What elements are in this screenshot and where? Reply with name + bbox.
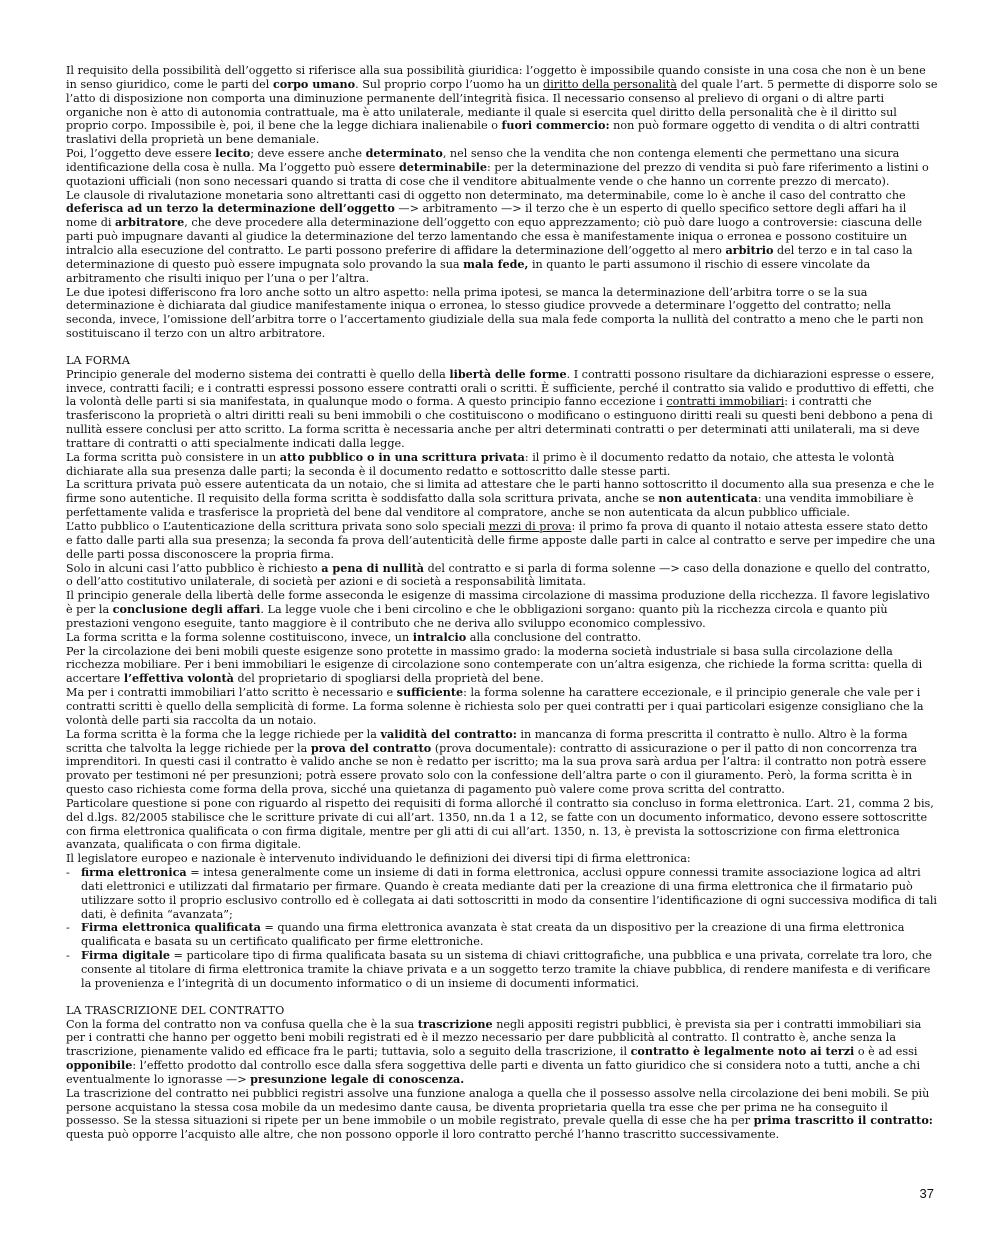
text-run: del quale l’art. 5 permette di disporre solo se l’atto di disposizione non comporta una diminuzione permanente dell’integrità fisica. Il necessario consenso al prelievo di organi o di altre parti organiche non è atto di autonomia contrattuale, ma è atto unilaterale, mediante il quale si esercita quel diritto della personalità che è il diritto sul proprio corpo. Impossibile è, poi, il bene che la legge dichiara inalienabile o bbox=[66, 77, 938, 133]
list-item-text bbox=[81, 949, 932, 990]
text-run: : i contratti che trasferiscono la proprietà o altri diritti reali su beni immobili o che costituiscono o modificano o estinguono diritti reali su questi beni debbono a pena di nullità essere conclusi per atto scritto. La forma scritta è necessaria anche per altri determinati contratti o per determinati atti unilaterali, ma si deve trattare di contratti o atti specialmente indicati dalla legge. bbox=[66, 395, 933, 450]
bold-term: arbitrio bbox=[725, 242, 774, 257]
section-trascrizione bbox=[66, 1004, 938, 1142]
text-run: La scrittura privata può essere autenticata da un notaio, che si limita ad attestare che le parti hanno sottoscritto il documento alla sua presenza e che le firme sono autentiche. Il requisito della forma scritta è soddisfatto dalla sola scrittura privata, anche se bbox=[66, 478, 935, 506]
text-run: La trascrizione del contratto nei pubblici registri assolve una funzione analoga a quella che il possesso assolve nella circolazione dei beni mobili. Se più persone acquistano la stessa cosa mobile da un medesimo dante causa, be diventa proprietaria quella tra esse che per prima ne ha conseguito il possesso. Se la stessa situazioni si ripete per un bene immobile o un mobile registrato, prevale quella di esse che ha per bbox=[66, 1086, 930, 1128]
text-run: negli appositi registri pubblici, è prevista sia per i contratti immobiliari sia per i contratti che hanno per oggetto beni mobili registrati ed è il mezzo necessario per dare pubblicità al contratto. Il contratto è, anche senza la trascrizione, pienamente valido ed efficace fra le parti; tuttavia, solo a seguito della trascrizione, il bbox=[66, 1017, 922, 1059]
bold-term: validità del contratto: bbox=[380, 726, 517, 741]
text-run: Il legislatore europeo e nazionale è intervenuto individuando le definizioni dei diversi tipi di firma elettronica: bbox=[66, 852, 691, 866]
text-run: ; deve essere anche bbox=[250, 147, 366, 161]
text-run: in mancanza di forma prescritta il contratto è nullo. Altro è la forma scritta che talvolta la legge richiede per la bbox=[66, 727, 908, 755]
bold-term: presunzione legale di conoscenza. bbox=[250, 1071, 465, 1086]
paragraph bbox=[66, 1087, 938, 1142]
bold-term: firma elettronica bbox=[81, 865, 187, 880]
bold-term: contratto è legalmente noto ai terzi bbox=[630, 1044, 855, 1059]
text-run: Con la forma del contratto non va confusa quella che è la sua bbox=[66, 1017, 418, 1031]
paragraph bbox=[66, 797, 938, 852]
bold-term: prova del contratto bbox=[310, 740, 432, 755]
paragraph bbox=[66, 64, 938, 147]
paragraph bbox=[66, 645, 938, 687]
bold-term: sufficiente bbox=[396, 685, 464, 700]
paragraph bbox=[66, 147, 938, 189]
text-run: La forma scritta può consistere in un bbox=[66, 450, 280, 464]
paragraph bbox=[66, 451, 938, 479]
text-run: alla conclusione del contratto. bbox=[466, 630, 642, 644]
text-run: questa può opporre l’acquisto alle altre, che non possono opporle il loro contratto perché l’hanno trascritto successivamente. bbox=[66, 1128, 780, 1142]
text-run: : la forma solenne ha carattere eccezionale, e il principio generale che vale per i contratti scritti è quello della semplicità di forme. La forma solenne è richiesta solo per quei contratti per i quai particolari esigenze consigliano che la volontà delle parti sia raccolta da un notaio. bbox=[66, 686, 924, 727]
bold-term: determinato bbox=[365, 146, 443, 161]
bold-term: Firma elettronica qualificata bbox=[81, 920, 261, 935]
document-page bbox=[66, 64, 938, 1142]
text-run: : il primo fa prova di quanto il notaio attesta essere stato detto e fatto dalle parti alla sua presenza; la seconda fa prova dell’autenticità delle firme apposte dalle parti in calce al contratto e serve per impedire che una delle parti possa disconoscere la propria firma. bbox=[66, 520, 936, 561]
dash-bullet: - bbox=[66, 949, 70, 963]
paragraph bbox=[66, 286, 938, 341]
paragraph bbox=[66, 189, 938, 286]
text-run: del terzo e in tal caso la determinazione di questo può essere impugnata solo provando la sua bbox=[66, 243, 913, 271]
text-run: = particolare tipo di firma qualificata basata su un sistema di chiavi crittografiche, una pubblica e una privata, correlate tra loro, che consente al titolare di firma elettronica tramite la chiave privata e a un soggetto terzo tramite la chiave pubblica, di rendere manifesta e di verificare la provenienza e l’integrità di un documento informatico o di un insieme di documenti informatici. bbox=[81, 949, 933, 990]
section-spacer bbox=[66, 341, 938, 354]
text-run: del proprietario di spogliarsi della proprietà del bene. bbox=[233, 672, 544, 686]
bold-term: intralcio bbox=[412, 629, 467, 644]
bold-term: fuori commercio: bbox=[501, 118, 610, 133]
bold-term: deferisca ad un terzo la determinazione dell’oggetto bbox=[66, 201, 395, 216]
text-run: = intesa generalmente come un insieme di dati in forma elettronica, acclusi oppure connessi tramite associazione logica ad altri dati elettronici e utilizzati dal firmatario per firmare. Quando è creata mediante dati per la creazione di una firma elettronica che il firmatario può utilizzare sotto il proprio esclusivo controllo ed è collegata ai dati sottoscritti in modo da consentire l’identificazione di ogni successiva modifica di tali dati, è definita “avanzata”; bbox=[81, 866, 938, 921]
definitions-list bbox=[66, 866, 938, 991]
paragraph bbox=[66, 631, 938, 645]
text-run: La forma scritta e la forma solenne costituiscono, invece, un bbox=[66, 630, 413, 644]
bold-term: prima trascritto il contratto: bbox=[753, 1113, 933, 1128]
bold-term: l’effettiva volontà bbox=[123, 671, 234, 686]
page-number: 37 bbox=[919, 1186, 934, 1201]
text-run: , nel senso che la vendita che non contenga elementi che permettano una sicura identificazione della cosa è nulla. Ma l’oggetto può essere bbox=[66, 147, 900, 174]
text-run: Principio generale del moderno sistema dei contratti è quello della bbox=[66, 367, 450, 381]
dash-bullet: - bbox=[66, 921, 70, 935]
bold-term: libertà delle forme bbox=[449, 366, 567, 381]
bold-term: lecito bbox=[215, 146, 251, 161]
list-item-text bbox=[81, 921, 904, 948]
text-run: in quanto le parti assumono il rischio di essere vincolate da arbitramento che risulti iniquo per l’una o per l’altra. bbox=[66, 257, 871, 285]
underlined-term: contratti immobiliari bbox=[666, 395, 785, 409]
section-oggetto bbox=[66, 64, 938, 341]
text-run: Poi, l’oggetto deve essere bbox=[66, 147, 216, 161]
section-title: LA TRASCRIZIONE DEL CONTRATTO bbox=[66, 1003, 285, 1017]
bold-term: opponibile bbox=[66, 1058, 133, 1073]
text-run: : l’effetto prodotto dal controllo esce dalla sfera soggettiva delle parti e diventa un fatto giuridico che si considera noto a tutti, anche a chi eventualmente lo ignorasse —> bbox=[66, 1059, 921, 1086]
bold-term: conclusione degli affari bbox=[112, 602, 261, 617]
bold-term: non autenticata bbox=[658, 491, 758, 506]
text-run: Solo in alcuni casi l’atto pubblico è richiesto bbox=[66, 561, 322, 575]
text-run: del contratto e si parla di forma solenne —> caso della donazione e quello del contratto, o dell’atto costitutivo unilaterale, di società per azioni e di società a responsabilità limitata. bbox=[66, 561, 931, 589]
dash-bullet: - bbox=[66, 866, 70, 880]
text-run: : per la determinazione del prezzo di vendita si può fare riferimento a listini o quotazioni ufficiali (non sono necessari quando si tratta di cose che il venditore abitualmente vende o che hanno un corrente prezzo di mercato). bbox=[66, 160, 929, 188]
section-spacer bbox=[66, 991, 938, 1004]
list-item bbox=[66, 921, 938, 949]
text-run: L’atto pubblico o L’autenticazione della scrittura privata sono solo speciali bbox=[66, 520, 489, 533]
paragraph bbox=[66, 562, 938, 590]
text-run: . I contratti possono risultare da dichiarazioni espresse o essere, invece, contratti facili; e i contratti espressi possono essere contratti orali o scritti. È sufficiente, perché il contratto sia valido e produttivo di effetti, che la volontà delle parti si sia manifestata, in qualunque modo o forma. A questo principio fanno eccezione i bbox=[66, 367, 935, 409]
bold-term: Firma digitale bbox=[81, 948, 170, 963]
text-run: Il requisito della possibilità dell’oggetto si riferisce alla sua possibilità giuridica: l’oggetto è impossibile quando consiste in una cosa che non è un bene in senso giuridico, come le parti del bbox=[66, 64, 926, 91]
bold-term: a pena di nullità bbox=[321, 560, 425, 575]
bold-term: trascrizione bbox=[417, 1016, 493, 1031]
text-run: Il principio generale della libertà delle forme asseconda le esigenze di massima circolazione di massima produzione della ricchezza. Il favore legislativo è per la bbox=[66, 589, 930, 617]
paragraph bbox=[66, 728, 938, 797]
text-run: —> arbitramento —> il terzo che è un esperto di quello specifico settore degli affari ha il nome di bbox=[66, 202, 907, 230]
section-title: LA FORMA bbox=[66, 353, 130, 367]
text-run: = quando una firma elettronica avanzata è stat creata da un dispositivo per la creazione di una firma elettronica qualificata e basata su un certificato qualificato per firme elettroniche. bbox=[81, 921, 905, 949]
bold-term: determinabile bbox=[398, 159, 488, 174]
paragraph bbox=[66, 520, 938, 562]
text-run: . Sul proprio corpo l’uomo ha un bbox=[355, 77, 544, 91]
section-forma bbox=[66, 354, 938, 991]
paragraph bbox=[66, 589, 938, 631]
underlined-term: mezzi di prova bbox=[488, 520, 572, 533]
bold-term: arbitratore bbox=[115, 215, 185, 230]
paragraph bbox=[66, 1018, 938, 1087]
text-run: , che deve procedere alla determinazione dell’oggetto con equo apprezzamento; ciò può dare luogo a controversie: ciascuna delle parti può impugnare davanti al giudice la determinazione del terzo lamentando che essa è manifestamente iniqua o erronea e possono costituire un intralcio alla esecuzione del contratto. Le parti possono preferire di affidare la determinazione dell’oggetto al mero bbox=[66, 216, 922, 257]
text-run: Le due ipotesi differiscono fra loro anche sotto un altro aspetto: nella prima ipotesi, se manca la determinazione dell’arbitra torre o se la sua determinazione è dichiarata dal giudice manifestamente iniqua o erronea, lo stesso giudice provvede a determinare l’oggetto del contratto; nella seconda, invece, l’omissione dell’arbitra torre o l’accertamento giudiziale della sua mala fede comporta la nullità del contratto a meno che le parti non sostituiscano il terzo con un altro arbitratore. bbox=[66, 285, 924, 341]
paragraph bbox=[66, 368, 938, 451]
text-run: o è ad essi bbox=[854, 1045, 918, 1059]
paragraph bbox=[66, 852, 938, 866]
paragraph bbox=[66, 478, 938, 520]
text-run: (prova documentale): contratto di assicurazione o per il patto di non concorrenza tra imprenditori. In questi casi il contratto è valido anche se non è redatto per iscritto; ma la sua prova sarà ardua per l’altra: il contratto non potrà essere provato per testimoni né per presunzioni; potrà essere provato solo con la confessione dell’altra parte o con il giuramento. Però, la forma scritta è in questo caso richiesta come forma della prova, sicché una quietanza di pagamento può valere come prova scritta del contratto. bbox=[66, 741, 927, 797]
bold-term: mala fede, bbox=[463, 256, 529, 271]
text-run: Particolare questione si pone con riguardo al rispetto dei requisiti di forma allorché il contratto sia concluso in forma elettronica. L’art. 21, comma 2 bis, del d.lgs. 82/2005 stabilisce che le scritture private di cui all’art. 1350, nn.da 1 a 12, se fatte con un documento informatico, devono essere sottoscritte con firma elettronica qualificata o con firma digitale, mentre per gli atti di cui all’art. 1350, n. 13, è prevista la sottoscrizione con firma elettronica avanzata, qualificata o con firma digitale. bbox=[66, 796, 934, 852]
text-run: : una vendita immobiliare è perfettamente valida e trasferisce la proprietà del bene dal venditore al compratore, anche se non autenticata da alcun pubblico ufficiale. bbox=[66, 492, 914, 520]
text-run: . La legge vuole che i beni circolino e che le obbligazioni sorgano: quanto più la ricchezza circola e quanto più prestazioni vengono eseguite, tanto maggiore è il contributo che ne deriva allo sviluppo economico complessivo. bbox=[66, 603, 888, 630]
list-item bbox=[66, 949, 938, 991]
list-item bbox=[66, 866, 938, 921]
underlined-term: diritto della personalità bbox=[543, 77, 677, 91]
bold-term: corpo umano bbox=[272, 76, 356, 91]
text-run: : il primo è il documento redatto da notaio, che attesta le volontà dichiarate alla sua presenza dalle parti; la seconda è il documento redatto e sottoscritto dalle stesse parti. bbox=[66, 450, 895, 478]
paragraph bbox=[66, 686, 938, 728]
bold-term: atto pubblico o in una scrittura privata bbox=[279, 449, 525, 464]
text-run: La forma scritta è la forma che la legge richiede per la bbox=[66, 727, 381, 741]
list-item-text bbox=[81, 866, 937, 921]
text-run: Ma per i contratti immobiliari l’atto scritto è necessario e bbox=[66, 686, 397, 700]
text-run: Per la circolazione dei beni mobili queste esigenze sono protette in massimo grado: la moderna società industriale si basa sulla circolazione della ricchezza mobiliare. Per i beni immobiliari le esigenze di circolazione sono contemperate con un’altra esigenza, che richiede la forma scritta: quella di accertare bbox=[66, 644, 923, 686]
text-run: Le clausole di rivalutazione monetaria sono altrettanti casi di oggetto non determinato, ma determinabile, come lo è anche il caso del contratto che bbox=[66, 188, 906, 202]
text-run: non può formare oggetto di vendita o di altri contratti traslativi della proprietà un bene demaniale. bbox=[66, 119, 920, 147]
